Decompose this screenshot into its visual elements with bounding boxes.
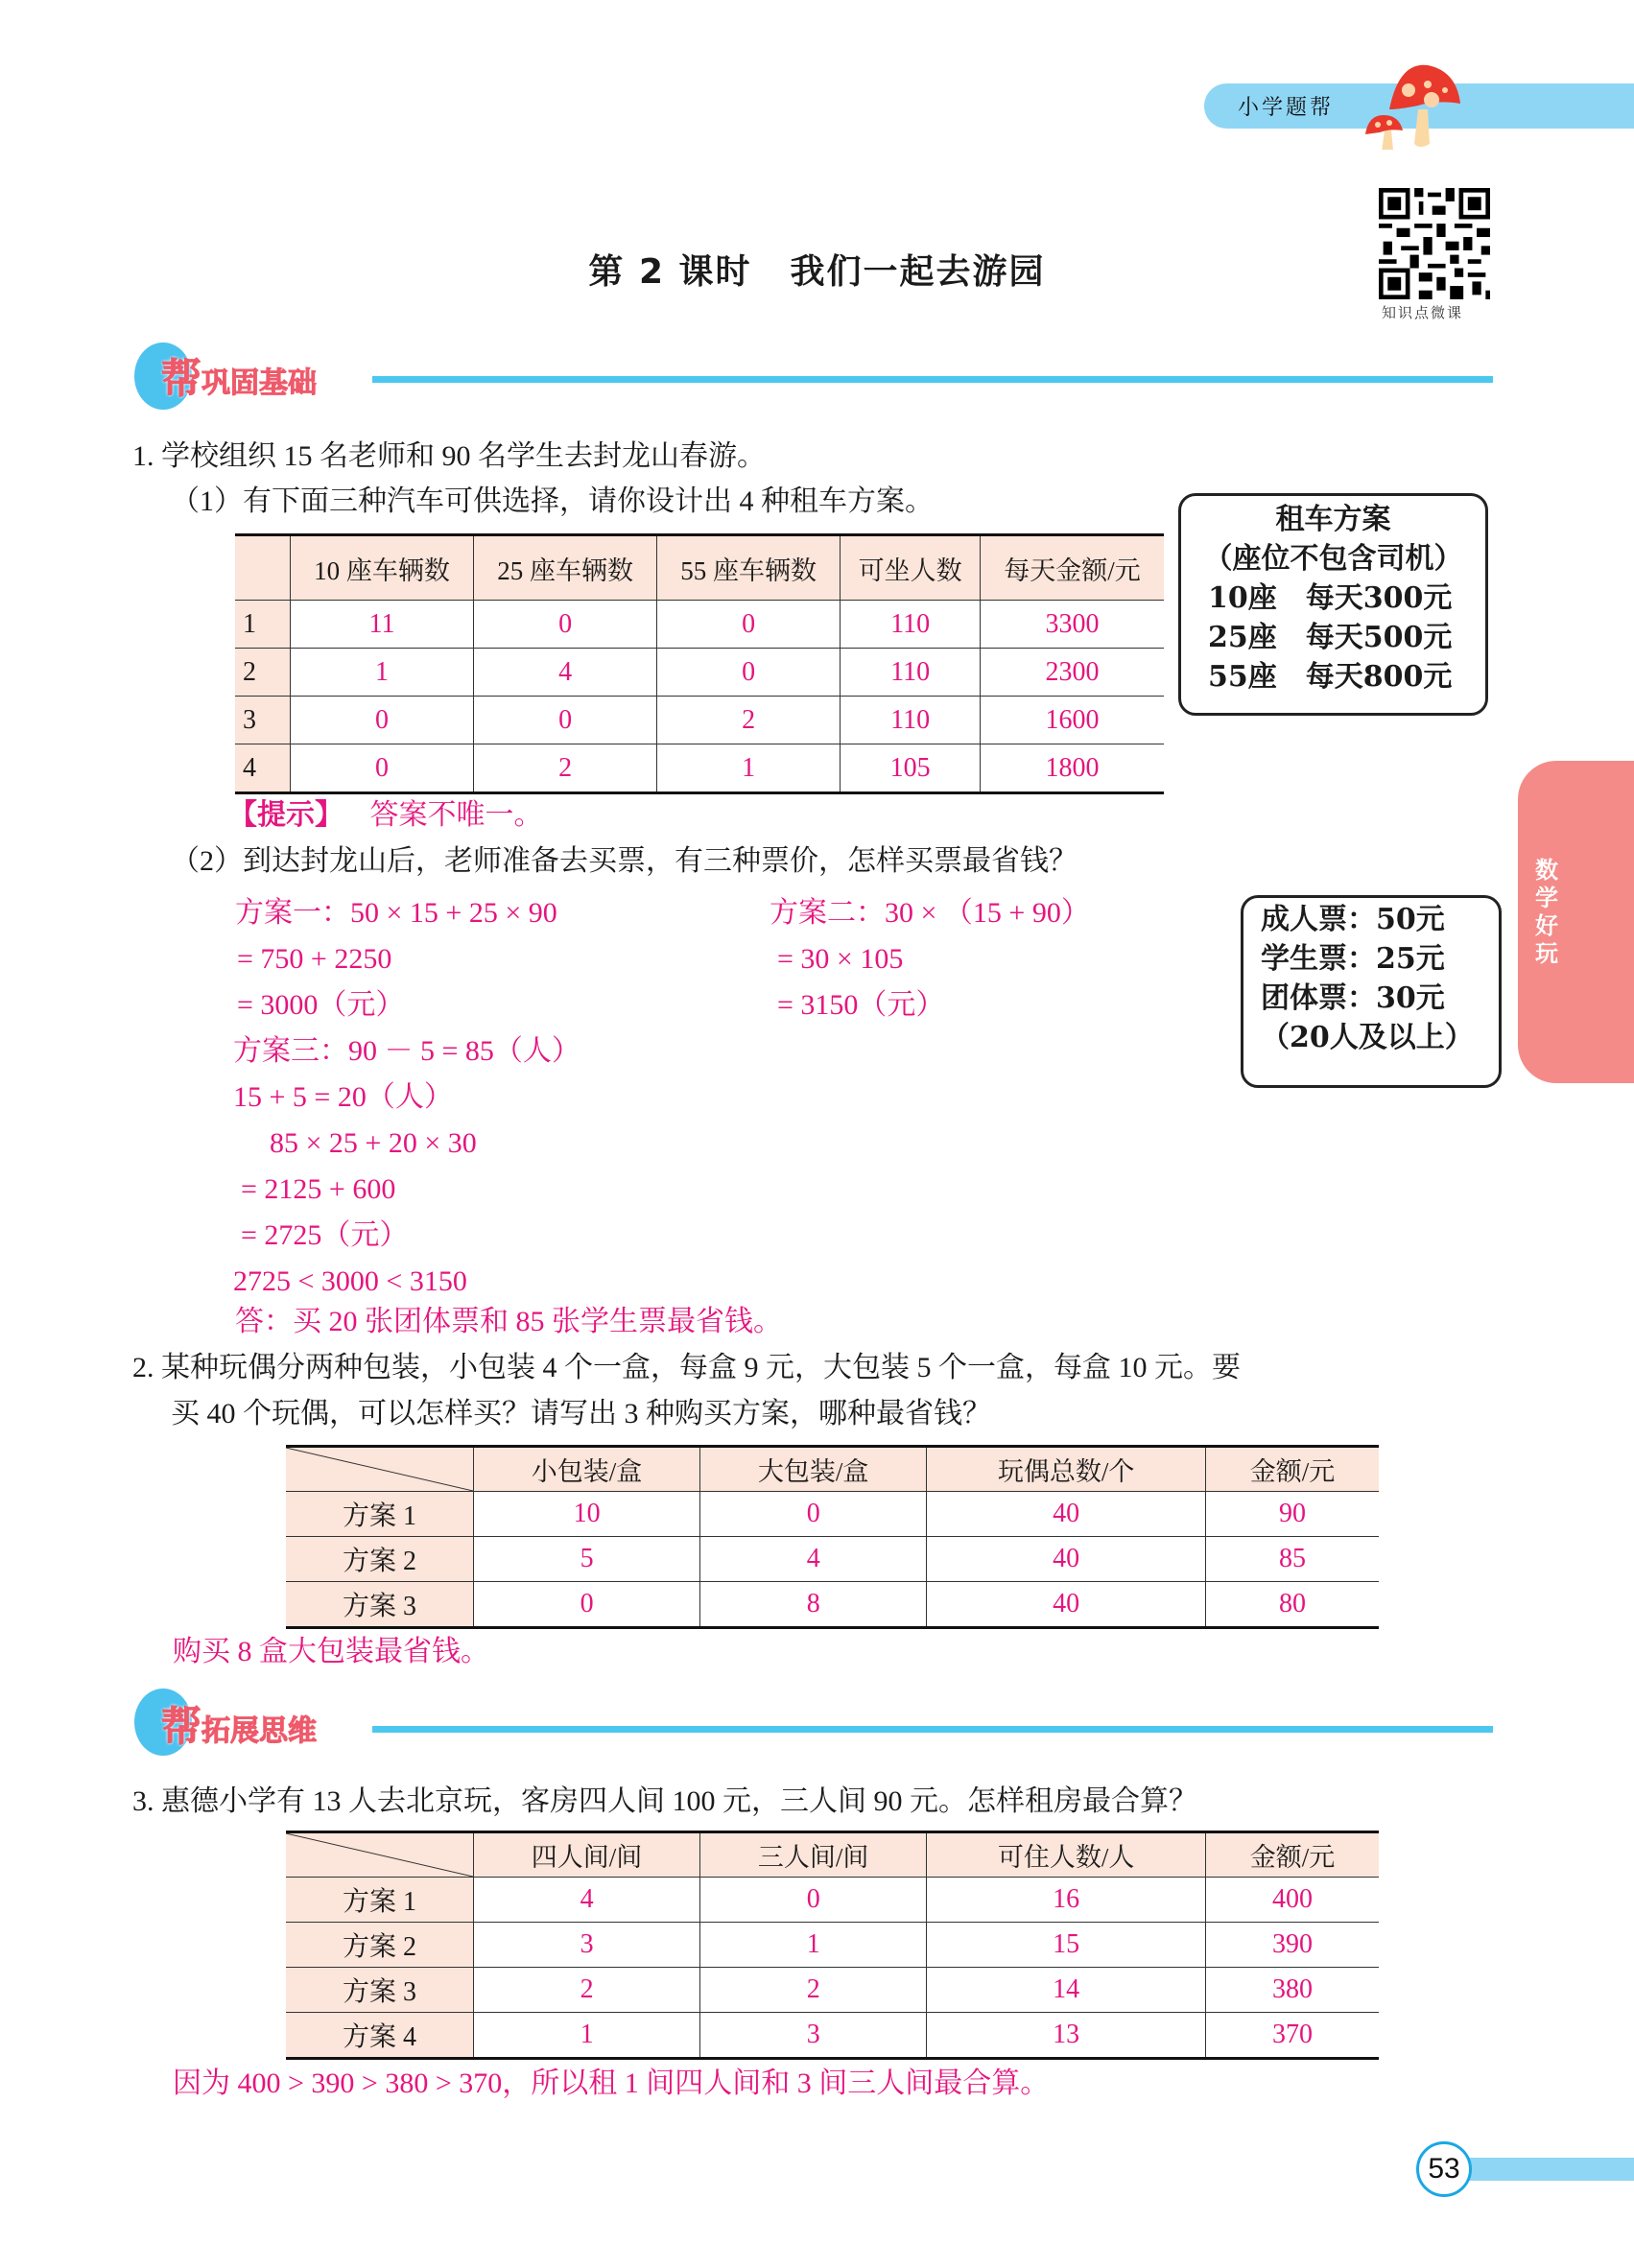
table-row: 方案 2 3 1 15 390 [286, 1923, 1379, 1968]
table-header-row: 四人间/间 三人间/间 可住人数/人 金额/元 [286, 1832, 1379, 1878]
table-row: 方案 1 10 0 40 90 [286, 1492, 1379, 1537]
plan-two-work: 方案二：30 × （15 + 90） = 30 × 105 = 3150（元） [770, 897, 1090, 1021]
plan-three-work: 方案三：90 － 5 = 85（人） 15 + 5 = 20（人） 85 × 25 + 20 × 30 = 2125 + 600 = 2725（元） 2725 < 3000 < 3150 [233, 1035, 580, 1297]
q2-answer: 购买 8 盒大包装最省钱。 [173, 1636, 489, 1667]
qr-label: 知识点微课 [1382, 306, 1464, 321]
table-row: 2 1 4 0 110 2300 [235, 649, 1164, 697]
table-row: 方案 3 0 8 40 80 [286, 1582, 1379, 1628]
q2-stem-line1: 2. 某种玩偶分两种包装，小包装 4 个一盒，每盒 9 元，大包装 5 个一盒，每盒 10 元。要 [132, 1352, 1241, 1383]
q1-answer: 答：买 20 张团体票和 85 张学生票最省钱。 [235, 1306, 782, 1337]
room-rental-table [286, 1831, 1379, 2060]
q1-stem: 1. 学校组织 15 名老师和 90 名学生去封龙山春游。 [132, 440, 766, 472]
q3-answer: 因为 400 > 390 > 380 > 370，所以租 1 间四人间和 3 间三人间最合算。 [173, 2067, 1050, 2099]
q1-part2: （2）到达封龙山后，老师准备去买票，有三种票价，怎样买票最省钱？ [171, 845, 1077, 877]
diagonal-header-cell [286, 1447, 474, 1492]
lesson-name: 我们一起去游园 [790, 252, 1046, 292]
rental-info-box [1178, 493, 1488, 716]
rental-box-line: 25座 每天500元 [1208, 621, 1453, 654]
ticket-line: （20人及以上） [1261, 1021, 1474, 1054]
diagonal-header-cell [286, 1832, 474, 1878]
hint-label: 【提示】 [228, 798, 343, 832]
table-header-row: 10 座车辆数 25 座车辆数 55 座车辆数 可坐人数 每天金额/元 [235, 535, 1164, 601]
ticket-price-box [1241, 895, 1502, 1088]
page-number: 53 [1416, 2141, 1472, 2197]
section-heading-basics: 帮巩固基础 [161, 355, 318, 402]
table-row: 3 0 0 2 110 1600 [235, 697, 1164, 744]
rental-box-title: 租车方案 [1275, 503, 1391, 536]
table-row: 方案 3 2 2 14 380 [286, 1968, 1379, 2013]
section-divider [372, 376, 1493, 383]
side-chapter-label: 数 学 好 玩 [1535, 857, 1558, 967]
lesson-number: 第 2 课时 [588, 252, 752, 292]
ticket-line: 团体票：30元 [1261, 981, 1445, 1015]
rental-plan-table [235, 533, 1164, 794]
table-row: 方案 2 5 4 40 85 [286, 1537, 1379, 1582]
plan-one-work: 方案一：50 × 15 + 25 × 90 = 750 + 2250 = 3000（元） [235, 897, 557, 1021]
table-row: 1 11 0 0 110 3300 [235, 601, 1164, 649]
lesson-title [0, 245, 1634, 294]
section-heading-extension: 帮拓展思维 [161, 1703, 318, 1750]
table-row: 方案 4 1 3 13 370 [286, 2013, 1379, 2059]
mushroom-icon [1361, 61, 1466, 150]
hint [228, 798, 543, 833]
toy-purchase-table [286, 1445, 1379, 1629]
section-divider [372, 1726, 1493, 1733]
q1-part1: （1）有下面三种汽车可供选择，请你设计出 4 种租车方案。 [171, 485, 934, 517]
ticket-line: 成人票：50元 [1261, 903, 1445, 936]
table-row: 4 0 2 1 105 1800 [235, 744, 1164, 793]
rental-box-subtitle: （座位不包含司机） [1203, 542, 1463, 576]
brand-label: 小学题帮 [1238, 96, 1335, 120]
hint-text: 答案不唯一。 [369, 799, 543, 831]
q2-stem-line2: 买 40 个玩偶，可以怎样买？请写出 3 种购买方案，哪种最省钱？ [171, 1398, 991, 1429]
rental-box-line: 10座 每天300元 [1208, 581, 1453, 615]
table-header-row: 小包装/盒 大包装/盒 玩偶总数/个 金额/元 [286, 1447, 1379, 1492]
rental-box-line: 55座 每天800元 [1208, 660, 1453, 694]
ticket-line: 学生票：25元 [1261, 942, 1445, 976]
table-row: 方案 1 4 0 16 400 [286, 1878, 1379, 1923]
q3-stem: 3. 惠德小学有 13 人去北京玩，客房四人间 100 元，三人间 90 元。怎样租房最合算？ [132, 1785, 1197, 1817]
